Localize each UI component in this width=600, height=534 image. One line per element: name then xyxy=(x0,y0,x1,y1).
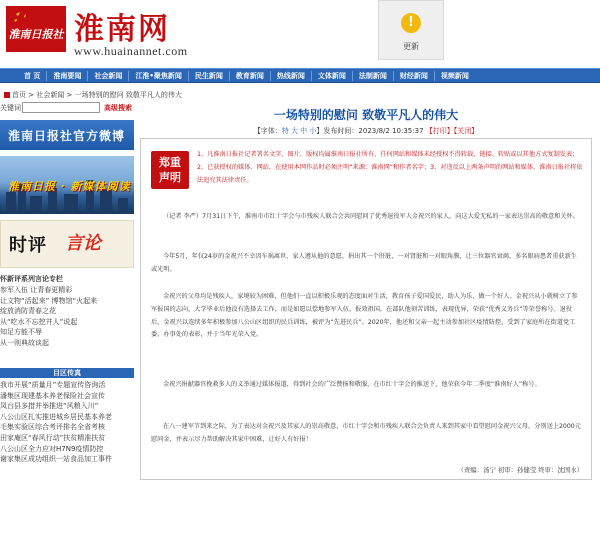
nav-item[interactable]: 法制新闻 xyxy=(353,71,394,81)
new-media-banner-text: 淮南日报 · 新媒体阅读 xyxy=(8,180,131,193)
commentary-banner[interactable] xyxy=(0,220,134,268)
site-title[interactable]: 淮南网 xyxy=(74,12,170,47)
nav-item[interactable]: 视频新闻 xyxy=(440,72,469,80)
nav-item[interactable]: 民生新闻 xyxy=(189,71,230,81)
article-paragraph: 金祝兴的父母均是残疾人，家境较为困难，但他们一直以积极乐观的态度面对生活，教育孩子爱国爱民，助人为乐，做一个好人。金祝兴从小就树立了参军报国的志向，大学毕业后他没有选择去工作，而是如愿以偿地参军入伍，报效祖国。在部队他刻苦训练，表现优异，荣获“优秀义务兵”等荣誉称号。退役后，金祝兴以连续多年积极参加八公山区组织的民兵训练，被评为“先进民兵”。2020年，他还和父亲一起主动参加社区疫情防控，受到了家庭所在街道党工委、办事处的表彰，并于当年光荣入党。 xyxy=(151,293,578,339)
official-weibo-banner[interactable]: 淮南日报社官方微博 xyxy=(0,120,134,150)
list-item[interactable]: 知足方能不辱 xyxy=(0,328,42,337)
commentary-banner-text: 时评 xyxy=(9,235,47,256)
breadcrumb xyxy=(4,90,182,100)
list-item[interactable]: 八公山区全力应对H7N9疫情防控 xyxy=(0,444,104,453)
notice-badge xyxy=(151,151,189,189)
breadcrumb-path[interactable]: 首页 > 社会新闻 > 一场特别的慰问 致敬平凡人的伟大 xyxy=(12,91,182,99)
notice-badge-line1: 郑重 xyxy=(159,156,181,169)
editor-credit: （责编：汤宁 初审：孙健莹 终审：沈国水） xyxy=(457,466,583,474)
nav-item[interactable]: 财经新闻 xyxy=(394,71,435,81)
editorial-section-title: 怀新评系列言论专栏 xyxy=(0,275,63,283)
commentary-banner-stamp: 言论 xyxy=(65,233,101,254)
home-icon xyxy=(4,92,10,98)
list-item[interactable]: 让文物“活起来” 博物馆“火起来 xyxy=(0,296,98,305)
list-item[interactable]: 毛集实验区综合考评排名全省考核 xyxy=(0,423,105,432)
article-title: 一场特别的慰问 致敬平凡人的伟大 xyxy=(273,108,459,122)
publish-time: 】发布时间：2023/8/2 10:35:37 xyxy=(316,127,424,135)
print-link[interactable]: 【打印】 xyxy=(425,127,454,135)
building-shape xyxy=(118,198,128,214)
nav-item[interactable]: 文体新闻 xyxy=(312,71,353,81)
building-shape xyxy=(30,196,42,214)
nav-item[interactable]: 江淮•聚焦新闻 xyxy=(129,71,188,81)
search-row xyxy=(0,102,134,114)
article-paragraph: 在八一建军节到来之际，为了表达对金祝兴及其家人的崇高敬意，市红十字会和市残疾人联合会负责人来到其家中看望慰问金祝兴父母，分别送上2000元慰问金，并表示尽力帮助解决其家中困难，让好人有好报！ xyxy=(151,423,581,443)
main-nav xyxy=(0,68,600,83)
building-shape xyxy=(64,194,78,214)
font-size-options[interactable]: 特 大 中 小 xyxy=(281,127,317,135)
list-item[interactable]: 绽放消防青春之花 xyxy=(0,307,56,316)
list-item[interactable]: 潘集区现建基本养老保险社会宣传 xyxy=(0,391,105,400)
article-meta xyxy=(140,126,592,136)
search-input[interactable] xyxy=(22,102,100,113)
svg-text:淮南日报社: 淮南日报社 xyxy=(8,28,64,41)
article-main xyxy=(140,100,592,480)
list-item[interactable]: 从一则典故谈起 xyxy=(0,338,49,347)
list-item[interactable]: 从“吃水不忘挖井人”说起 xyxy=(0,317,78,326)
nav-item[interactable]: 社会新闻 xyxy=(88,71,129,81)
district-news-list xyxy=(0,380,134,465)
list-item[interactable]: 凤台县多措并举推进“风粮入川” xyxy=(0,402,99,411)
notice-badge-line2: 声明 xyxy=(159,171,181,184)
advanced-search-link[interactable]: 高级搜索 xyxy=(104,104,132,112)
close-link[interactable]: 【关闭】 xyxy=(453,127,479,135)
copyright-notice: 1、凡淮南日报社记者署名文字、图片，版权均属淮南日报社所有，任何网站和媒体未经授权不得转载、链接、转贴或以其他方式复制发表；2、已获授权的媒体、网站，在使用本网作品时必须注明“来源：淮南网”和作者名字；3、对违反以上两条声明的网站和媒体，淮南日报社将依法追究其法律责任。 xyxy=(197,151,583,184)
warning-icon: ! xyxy=(401,13,421,33)
article-paragraph: 今年5月，年仅24岁的金祝兴不幸因车祸离世，家人遵从他的意愿，捐出其一个肝脏、一对肾脏和一对眼角膜，让三位器官衰竭、多名眼病患者重获新生或光明。 xyxy=(151,253,577,273)
update-button[interactable] xyxy=(378,0,444,60)
building-shape xyxy=(6,192,16,214)
site-header xyxy=(0,0,600,66)
new-media-banner[interactable] xyxy=(0,156,134,214)
sidebar xyxy=(0,100,134,534)
list-item[interactable]: 谢家集区成功组织一站食品加工事件 xyxy=(0,455,112,464)
newspaper-logo-icon[interactable] xyxy=(6,6,66,52)
nav-item[interactable]: 首 页 xyxy=(18,71,47,81)
editorial-list xyxy=(0,285,134,349)
article-paragraph: （记者 李严）7月31日下午，淮南市市红十字会与市残疾人联合会共同慰问了优秀退役军人金祝兴的家人，向这大爱无私的一家表达崇高的敬意和关怀。 xyxy=(163,213,579,220)
nav-item[interactable]: 教育新闻 xyxy=(230,71,271,81)
nav-item[interactable]: 热线新闻 xyxy=(271,71,312,81)
district-news-tab[interactable]: 目区传真 xyxy=(0,368,134,378)
article-paragraph: 金祝兴捐献器官挽救多人的义举通过媒体报道，得到社会的广泛赞扬和敬服，在市红十字会的推送下，他荣获今年二季度“淮南好人”称号。 xyxy=(163,381,541,388)
list-item[interactable]: 八公山区扎实推进城乡居民基本养老 xyxy=(0,412,112,421)
nav-item[interactable]: 淮南要闻 xyxy=(47,71,88,81)
update-label: 更新 xyxy=(403,42,419,51)
article-body xyxy=(140,138,592,480)
list-item[interactable]: 我市开展“质量月”专题宣传咨询活 xyxy=(0,381,106,389)
list-item[interactable]: 参军入伍 让青春更精彩 xyxy=(0,286,73,294)
font-size-label: 【字体： xyxy=(253,127,282,135)
list-item[interactable]: 田家庵区“春风行动”扶贫精准扶贫 xyxy=(0,433,106,442)
search-label: 关键词 xyxy=(0,104,21,112)
site-url[interactable]: www.huainannet.com xyxy=(74,44,188,58)
